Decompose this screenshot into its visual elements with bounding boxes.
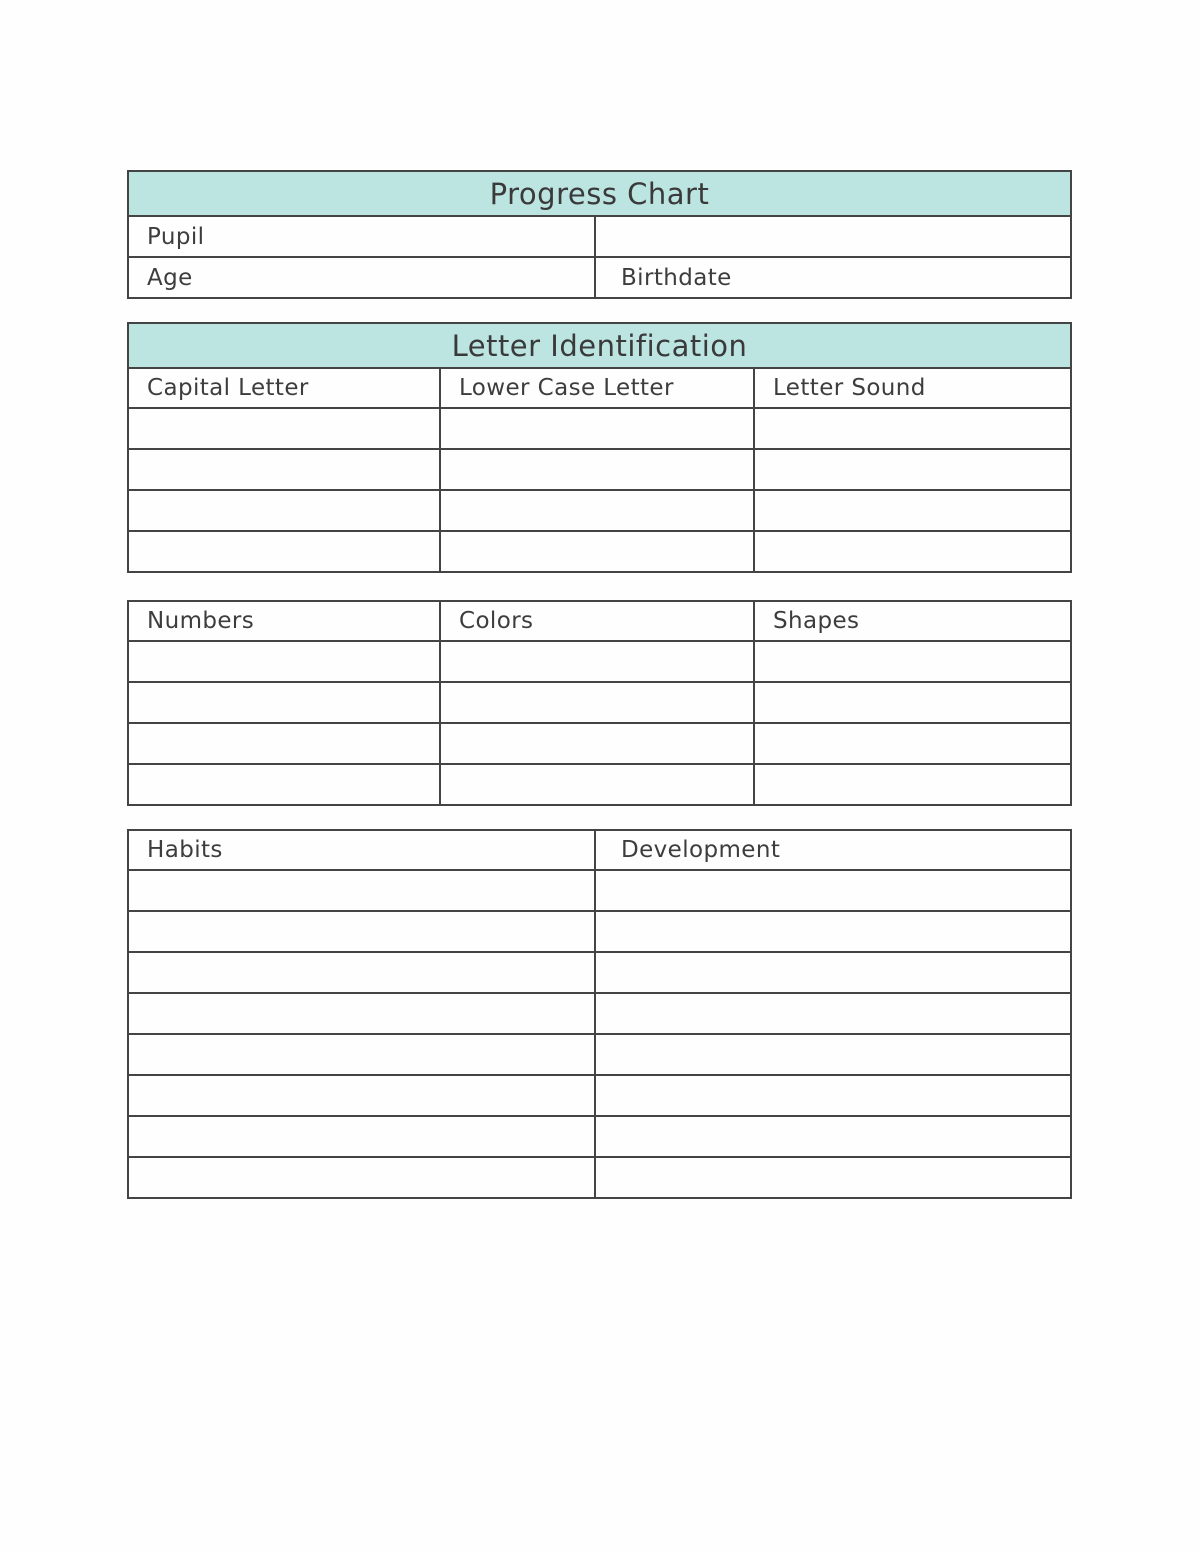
habits-cell[interactable] <box>128 1116 595 1157</box>
lower-case-letter-cell[interactable] <box>440 490 754 531</box>
letter-sound-cell[interactable] <box>754 531 1071 572</box>
development-cell[interactable] <box>595 952 1071 993</box>
numbers-cell[interactable] <box>128 764 440 805</box>
table-row <box>128 449 1071 490</box>
habits-cell[interactable] <box>128 1075 595 1116</box>
capital-letter-cell[interactable] <box>128 490 440 531</box>
shapes-cell[interactable] <box>754 764 1071 805</box>
column-header-row <box>128 601 1071 641</box>
numbers-cell[interactable] <box>128 682 440 723</box>
column-header-lower-case-letter: Lower Case Letter <box>440 368 754 408</box>
table-row <box>128 1116 1071 1157</box>
habits-cell[interactable] <box>128 1157 595 1198</box>
capital-letter-cell[interactable] <box>128 408 440 449</box>
letter-identification-table <box>127 322 1072 573</box>
age-row <box>128 257 1071 298</box>
column-header-development: Development <box>595 830 1071 870</box>
progress-chart-title: Progress Chart <box>128 171 1071 216</box>
column-header-letter-sound: Letter Sound <box>754 368 1071 408</box>
table-row <box>128 764 1071 805</box>
development-cell[interactable] <box>595 1157 1071 1198</box>
pupil-row <box>128 216 1071 257</box>
habits-development-table <box>127 829 1072 1199</box>
numbers-cell[interactable] <box>128 641 440 682</box>
development-cell[interactable] <box>595 1116 1071 1157</box>
age-field[interactable]: Age <box>128 257 595 298</box>
table-row <box>128 870 1071 911</box>
column-header-colors: Colors <box>440 601 754 641</box>
numbers-cell[interactable] <box>128 723 440 764</box>
letter-sound-cell[interactable] <box>754 490 1071 531</box>
shapes-cell[interactable] <box>754 641 1071 682</box>
lower-case-letter-cell[interactable] <box>440 531 754 572</box>
table-row <box>128 723 1071 764</box>
habits-cell[interactable] <box>128 1034 595 1075</box>
birthdate-field[interactable]: Birthdate <box>595 257 1071 298</box>
lower-case-letter-cell[interactable] <box>440 408 754 449</box>
table-row <box>128 1034 1071 1075</box>
table-row <box>128 911 1071 952</box>
habits-cell[interactable] <box>128 870 595 911</box>
development-cell[interactable] <box>595 993 1071 1034</box>
column-header-row <box>128 830 1071 870</box>
shapes-cell[interactable] <box>754 682 1071 723</box>
table-row <box>128 641 1071 682</box>
column-header-shapes: Shapes <box>754 601 1071 641</box>
development-cell[interactable] <box>595 911 1071 952</box>
table-row <box>128 490 1071 531</box>
pupil-name-field[interactable] <box>595 216 1071 257</box>
table-row <box>128 408 1071 449</box>
pupil-label[interactable]: Pupil <box>128 216 595 257</box>
development-cell[interactable] <box>595 870 1071 911</box>
capital-letter-cell[interactable] <box>128 531 440 572</box>
letter-sound-cell[interactable] <box>754 408 1071 449</box>
habits-cell[interactable] <box>128 911 595 952</box>
capital-letter-cell[interactable] <box>128 449 440 490</box>
habits-cell[interactable] <box>128 952 595 993</box>
colors-cell[interactable] <box>440 682 754 723</box>
colors-cell[interactable] <box>440 641 754 682</box>
habits-cell[interactable] <box>128 993 595 1034</box>
letter-sound-cell[interactable] <box>754 449 1071 490</box>
numbers-colors-shapes-table <box>127 600 1072 806</box>
development-cell[interactable] <box>595 1075 1071 1116</box>
table-row <box>128 952 1071 993</box>
column-header-habits: Habits <box>128 830 595 870</box>
table-row <box>128 1157 1071 1198</box>
progress-chart-table <box>127 170 1072 299</box>
table-row <box>128 993 1071 1034</box>
shapes-cell[interactable] <box>754 723 1071 764</box>
column-header-capital-letter: Capital Letter <box>128 368 440 408</box>
column-header-row <box>128 368 1071 408</box>
table-row <box>128 1075 1071 1116</box>
table-row <box>128 531 1071 572</box>
table-row <box>128 682 1071 723</box>
colors-cell[interactable] <box>440 723 754 764</box>
letter-identification-title: Letter Identification <box>128 323 1071 368</box>
development-cell[interactable] <box>595 1034 1071 1075</box>
lower-case-letter-cell[interactable] <box>440 449 754 490</box>
colors-cell[interactable] <box>440 764 754 805</box>
column-header-numbers: Numbers <box>128 601 440 641</box>
